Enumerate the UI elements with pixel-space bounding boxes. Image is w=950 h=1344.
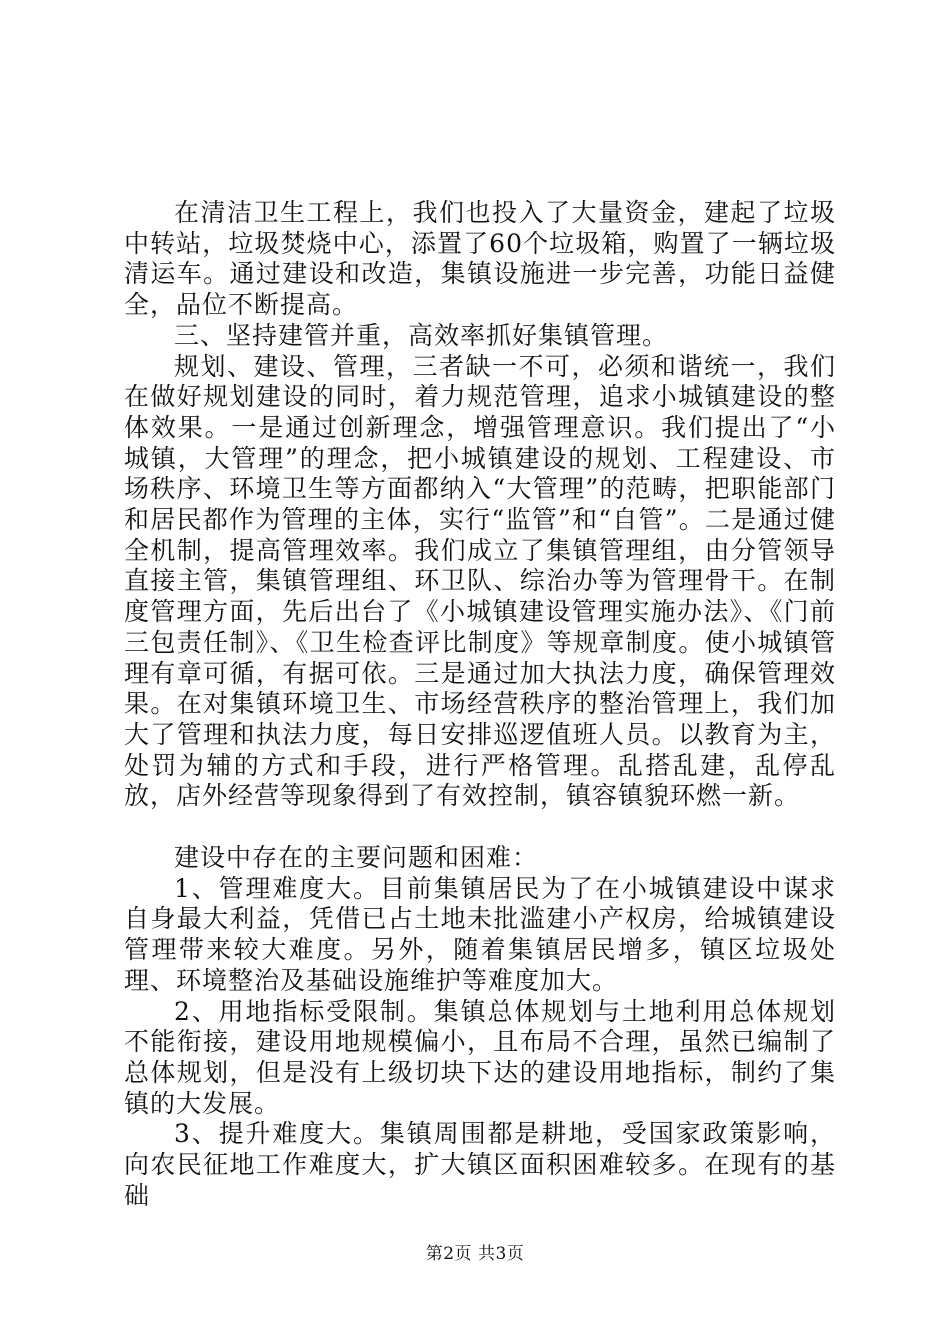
paragraph-sanitation: 在清洁卫生工程上，我们也投入了大量资金，建起了垃圾中转站，垃圾焚烧中心，添置了60个垃圾箱，购置了一辆垃圾清运车。通过建设和改造，集镇设施进一步完善，功能日益健全，品位不断提高。 bbox=[124, 198, 836, 320]
paragraph-gap bbox=[124, 812, 836, 843]
section-heading-problems: 建设中存在的主要问题和困难： bbox=[174, 843, 539, 873]
paragraph-problem-1: 1、管理难度大。目前集镇居民为了在小城镇建设中谋求自身最大利益，凭借已占土地未批滥建小产权房，给城镇建设管理带来较大难度。另外，随着集镇居民增多，镇区垃圾处理、环境整治及基础设施维护等难度加大。 bbox=[124, 873, 836, 995]
paragraph-problem-2: 2、用地指标受限制。集镇总体规划与土地利用总体规划不能衔接，建设用地规模偏小，且布局不合理，虽然已编制了总体规划，但是没有上级切块下达的建设用地指标，制约了集镇的大发展。 bbox=[124, 996, 836, 1118]
section-heading-management: 三、坚持建管并重，高效率抓好集镇管理。 bbox=[174, 320, 669, 350]
page-number-footer: 第2页 共3页 bbox=[425, 1244, 525, 1264]
paragraph-management: 规划、建设、管理，三者缺一不可，必须和谐统一，我们在做好规划建设的同时，着力规范管理，追求小城镇建设的整体效果。一是通过创新理念，增强管理意识。我们提出了“小城镇，大管理”的理念，把小城镇建设的规划、工程建设、市场秩序、环境卫生等方面都纳入“大管理”的范畴，把职能部门和居民都作为管理的主体，实行“监管”和“自管”。二是通过健全机制，提高管理效率。我们成立了集镇管理组，由分管领导直接主管，集镇管理组、环卫队、综治办等为管理骨干。在制度管理方面，先后出台了《小城镇建设管理实施办法》、《门前三包责任制》、《卫生检查评比制度》等规章制度。使小城镇管理有章可循，有据可依。三是通过加大执法力度，确保管理效果。在对集镇环境卫生、市场经营秩序的整治管理上，我们加大了管理和执法力度，每日安排巡逻值班人员。以教育为主，处罚为辅的方式和手段，进行严格管理。乱搭乱建，乱停乱放，店外经营等现象得到了有效控制，镇容镇貌环燃一新。 bbox=[124, 351, 836, 811]
paragraph-problem-3: 3、提升难度大。集镇周围都是耕地，受国家政策影响，向农民征地工作难度大，扩大镇区面积困难较多。在现有的基础 bbox=[124, 1119, 836, 1210]
document-body bbox=[124, 198, 836, 1212]
